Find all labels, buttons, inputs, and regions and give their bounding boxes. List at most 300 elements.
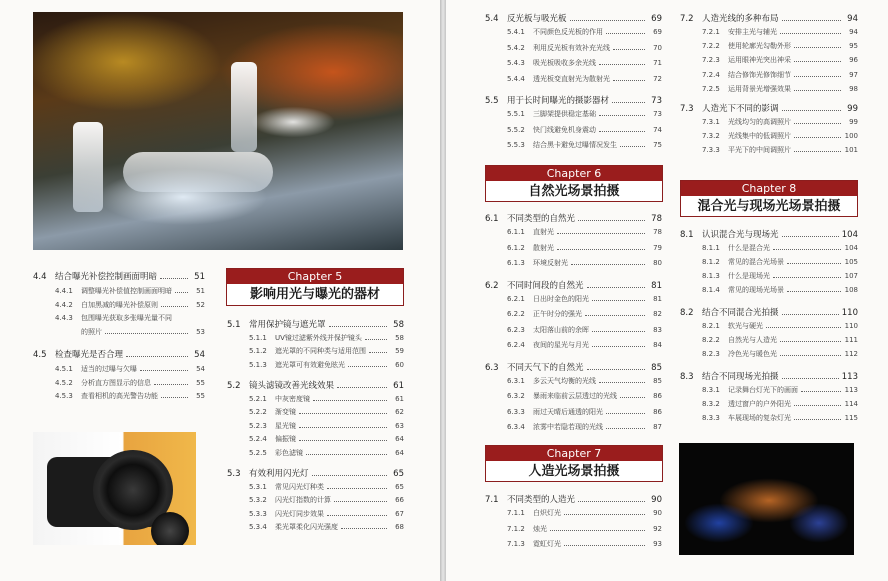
toc-page-number: 99: [847, 104, 858, 114]
toc-subsection-row: [249, 434, 404, 444]
toc-subsection-row: [702, 413, 858, 423]
toc-page-number: 75: [653, 141, 662, 149]
toc-page-number: 69: [651, 14, 662, 24]
toc-subsection-row: [55, 327, 205, 337]
toc-section-number: 6.2: [485, 280, 499, 291]
toc-subsection-title: 包围曝光获取多张曝光量不同: [81, 314, 172, 322]
toc-subsection-title: 多云天气均衡的光线: [533, 376, 596, 385]
toc-subsection-title: 散射光: [533, 243, 554, 252]
toc-subsection-number: 7.2.5: [702, 84, 720, 93]
toc-subsection-row: [702, 243, 858, 253]
toc-leader-dots: [606, 33, 645, 34]
toc-subsection-number: 5.2.2: [249, 408, 267, 416]
toc-subsection-title: 闪光灯指数的计算: [275, 496, 331, 504]
toc-subsection-row: [507, 309, 662, 319]
toc-section-number: 4.4: [33, 272, 47, 282]
toc-leader-dots: [334, 501, 387, 502]
toc-section-title: 人造光下不同的影调: [702, 104, 779, 114]
toc-section-row: [680, 228, 858, 240]
toc-page-number: 94: [849, 28, 858, 36]
toc-subsection-title: 透光板变直射光为散射光: [533, 74, 610, 83]
toc-subsection-row: [702, 271, 858, 281]
toc-section-title: 人造光线的多种布局: [702, 14, 779, 24]
toc-subsection-number: 5.3.4: [249, 523, 267, 531]
toc-leader-dots: [599, 64, 645, 65]
toc-section-row: [485, 279, 662, 291]
toc-page-number: 115: [844, 414, 858, 423]
toc-subsection-number: 7.2.4: [702, 70, 720, 79]
toc-section-title: 结合曝光补偿控制画面明暗: [55, 272, 158, 282]
toc-leader-dots: [154, 384, 188, 385]
toc-page-number: 79: [653, 243, 662, 252]
toc-subsection-title: 偏振镜: [275, 435, 296, 443]
toc-page-number: 51: [196, 287, 205, 295]
toc-section-row: [227, 318, 404, 330]
toc-subsection-title: 吸光板吸收多余光线: [533, 59, 596, 67]
toc-section-row: [680, 306, 858, 318]
toc-page-number: 64: [395, 448, 404, 457]
toc-subsection-number: 7.2.3: [702, 56, 720, 65]
toc-subsection-row: [55, 364, 205, 374]
toc-subsection-row: [249, 495, 404, 505]
toc-leader-dots: [571, 264, 645, 265]
toc-section-title: 结合不同现场光拍摄: [702, 372, 779, 383]
toc-section-title: 有效利用闪光灯: [249, 469, 309, 479]
toc-subsection-row: [702, 285, 858, 295]
toc-subsection-row: [249, 360, 404, 370]
toc-subsection-row: [507, 125, 662, 135]
toc-subsection-number: 4.5.2: [55, 378, 73, 387]
toc-subsection-number: 6.2.3: [507, 325, 525, 334]
toc-leader-dots: [299, 427, 387, 428]
toc-leader-dots: [620, 146, 645, 147]
toc-page-number: 73: [651, 96, 662, 106]
left-page: [0, 0, 440, 581]
toc-page-number: 95: [849, 42, 858, 51]
toc-leader-dots: [299, 440, 387, 441]
toc-subsection-number: 4.5.1: [55, 365, 73, 373]
toc-subsection-number: 6.1.1: [507, 228, 525, 236]
toc-leader-dots: [794, 47, 841, 48]
toc-section-title: 结合不同混合光拍摄: [702, 308, 779, 319]
toc-subsection-number: 7.3.1: [702, 118, 720, 126]
toc-page-number: 92: [653, 524, 662, 533]
toc-subsection-row: [55, 286, 205, 296]
toc-leader-dots: [550, 530, 645, 531]
toc-page-number: 62: [395, 408, 404, 416]
toc-subsection-number: 5.3.1: [249, 482, 267, 491]
toc-subsection-title: 透过窗户的户外阳光: [728, 400, 791, 409]
chapter-6-title: 自然光场景拍摄: [528, 184, 620, 199]
toc-section-row: [485, 212, 662, 224]
toc-subsection-row: [702, 145, 858, 155]
toc-page-number: 68: [395, 523, 404, 531]
toc-subsection-title: 快门线避免机身震动: [533, 125, 596, 134]
chapter-8-label: Chapter 8: [681, 181, 857, 196]
toc-subsection-row: [507, 109, 662, 119]
toc-subsection-number: 5.2.5: [249, 448, 267, 457]
toc-leader-dots: [613, 49, 645, 50]
toc-leader-dots: [773, 249, 841, 250]
toc-subsection-title: 使用轮廓光勾勒外形: [728, 42, 791, 51]
toc-subsection-row: [507, 58, 662, 68]
toc-subsection-number: 8.3.2: [702, 400, 720, 409]
toc-leader-dots: [801, 391, 841, 392]
toc-subsection-number: 5.3.3: [249, 509, 267, 518]
toc-subsection-number: 6.3.3: [507, 407, 525, 416]
toc-subsection-number: 8.2.1: [702, 321, 720, 330]
toc-section-title: 不同类型的人造光: [507, 495, 576, 505]
toc-page-number: 51: [194, 272, 205, 282]
toc-leader-dots: [587, 287, 645, 288]
toc-leader-dots: [327, 488, 387, 489]
toc-subsection-number: 4.4.3: [55, 314, 73, 322]
toc-subsection-title: 不同颜色反光板的作用: [533, 28, 603, 36]
toc-page-number: 83: [653, 325, 662, 334]
toc-leader-dots: [557, 249, 645, 250]
toc-page-number: 73: [653, 110, 662, 118]
toc-section-number: 8.1: [680, 230, 694, 240]
toc-subsection-number: 5.2.3: [249, 421, 267, 430]
toc-section-number: 8.2: [680, 308, 694, 319]
toc-section-number: 5.4: [485, 14, 499, 24]
toc-page-number: 65: [393, 469, 404, 479]
toc-leader-dots: [329, 326, 387, 327]
waterfall-photo: [33, 12, 403, 250]
toc-leader-dots: [787, 291, 841, 292]
toc-subsection-row: [702, 117, 858, 127]
toc-leader-dots: [341, 528, 387, 529]
toc-subsection-number: 7.1.1: [507, 509, 525, 517]
toc-section-row: [485, 94, 662, 106]
toc-subsection-row: [507, 140, 662, 150]
toc-subsection-row: [507, 407, 662, 417]
toc-page-number: 84: [653, 341, 662, 349]
toc-subsection-title: 常见的现场光场景: [728, 286, 784, 295]
toc-leader-dots: [794, 76, 841, 77]
toc-leader-dots: [787, 263, 841, 264]
toc-leader-dots: [175, 292, 188, 293]
toc-page-number: 99: [849, 118, 858, 126]
toc-page-number: 66: [395, 496, 404, 504]
toc-subsection-title: 环境反射光: [533, 259, 568, 267]
toc-page-number: 86: [653, 407, 662, 416]
toc-subsection-number: 8.1.1: [702, 243, 720, 252]
toc-section-number: 8.3: [680, 372, 694, 383]
toc-page-number: 54: [194, 350, 205, 360]
toc-page-number: 90: [651, 495, 662, 505]
chapter-8-banner: [680, 180, 858, 217]
toc-leader-dots: [578, 501, 645, 502]
toc-page-number: 82: [653, 310, 662, 318]
toc-page-number: 110: [841, 308, 858, 319]
toc-leader-dots: [794, 61, 841, 62]
toc-subsection-row: [702, 385, 858, 395]
toc-leader-dots: [606, 428, 645, 429]
toc-page-number: 64: [395, 435, 404, 443]
toc-subsection-title: 闪光灯同步效果: [275, 509, 324, 518]
toc-leader-dots: [564, 545, 645, 546]
toc-page-number: 113: [844, 385, 858, 394]
toc-section-title: 认识混合光与现场光: [702, 230, 779, 240]
toc-page-number: 93: [653, 540, 662, 548]
toc-leader-dots: [794, 419, 841, 420]
toc-subsection-title: 暴雨来临前云层透过的光线: [533, 392, 617, 400]
toc-subsection-number: 7.1.2: [507, 524, 525, 533]
toc-subsection-row: [702, 41, 858, 51]
toc-subsection-row: [55, 391, 205, 401]
toc-subsection-title: 太阳落山前的余晖: [533, 325, 589, 334]
toc-subsection-row: [702, 70, 858, 80]
right-page: [446, 0, 888, 581]
toc-subsection-number: 7.2.1: [702, 28, 720, 36]
toc-leader-dots: [782, 314, 839, 315]
toc-subsection-row: [702, 27, 858, 37]
toc-subsection-number: 6.2.1: [507, 294, 525, 303]
toc-subsection-title: 结合修饰光修饰细节: [728, 70, 791, 79]
toc-subsection-row: [507, 325, 662, 335]
toc-page-number: 90: [653, 509, 662, 517]
toc-page-number: 58: [395, 333, 404, 342]
toc-page-number: 70: [653, 43, 662, 52]
toc-section-number: 7.2: [680, 14, 694, 24]
toc-section-row: [33, 270, 205, 282]
toc-subsection-title: 白炽灯光: [533, 509, 561, 517]
toc-subsection-title: 中灰密度镜: [275, 394, 310, 403]
toc-page-number: 85: [653, 376, 662, 385]
toc-subsection-title: 三脚架提供稳定基础: [533, 110, 596, 118]
toc-leader-dots: [794, 151, 841, 152]
toc-page-number: 104: [844, 243, 858, 252]
toc-page-number: 67: [395, 509, 404, 518]
toc-leader-dots: [161, 397, 188, 398]
toc-leader-dots: [766, 327, 841, 328]
toc-page-number: 80: [653, 259, 662, 267]
toc-subsection-title: 渐变镜: [275, 408, 296, 416]
toc-subsection-number: 5.4.2: [507, 43, 525, 52]
chapter-8-title: 混合光与现场光场景拍摄: [697, 199, 841, 214]
toc-section-title: 常用保护镜与遮光罩: [249, 320, 326, 330]
toc-subsection-title: 什么是现场光: [728, 271, 770, 280]
toc-subsection-row: [507, 294, 662, 304]
toc-leader-dots: [782, 20, 841, 21]
toc-section-title: 不同类型的自然光: [507, 214, 576, 224]
toc-page-number: 69: [653, 28, 662, 36]
toc-subsection-row: [249, 448, 404, 458]
toc-subsection-row: [702, 131, 858, 141]
toc-page-number: 96: [849, 56, 858, 65]
toc-leader-dots: [794, 137, 841, 138]
chapter-7-title: 人造光场景拍摄: [528, 464, 620, 479]
toc-subsection-number: 5.1.1: [249, 333, 267, 342]
toc-leader-dots: [780, 341, 841, 342]
toc-subsection-title: 安排主光与辅光: [728, 28, 777, 36]
toc-page-number: 97: [849, 70, 858, 79]
toc-leader-dots: [578, 220, 645, 221]
toc-subsection-number: 4.5.3: [55, 392, 73, 400]
toc-subsection-number: 7.2.2: [702, 42, 720, 51]
toc-subsection-title: 冷色光与暖色光: [728, 350, 777, 359]
toc-page-number: 81: [653, 294, 662, 303]
toc-page-number: 78: [653, 228, 662, 236]
toc-leader-dots: [794, 405, 841, 406]
toc-section-row: [33, 348, 205, 360]
toc-subsection-number: 5.5.2: [507, 125, 525, 134]
toc-subsection-title: 软光与硬光: [728, 321, 763, 330]
toc-subsection-number: 5.3.2: [249, 496, 267, 504]
toc-subsection-row: [702, 55, 858, 65]
toc-leader-dots: [599, 382, 645, 383]
toc-page-number: 72: [653, 74, 662, 83]
toc-subsection-title: 彩色滤镜: [275, 448, 303, 457]
toc-subsection-title: 遮光罩可有效避免眩光: [275, 360, 345, 369]
toc-subsection-title: UV镜过滤紫外线并保护镜头: [275, 333, 362, 342]
toc-subsection-row: [702, 84, 858, 94]
toc-section-number: 5.5: [485, 96, 499, 106]
toc-subsection-title: 星光镜: [275, 421, 296, 430]
toc-page-number: 63: [395, 421, 404, 430]
toc-section-row: [227, 379, 404, 391]
toc-subsection-row: [702, 335, 858, 345]
toc-subsection-title: 正午时分的强光: [533, 310, 582, 318]
toc-leader-dots: [312, 475, 387, 476]
toc-leader-dots: [794, 123, 841, 124]
chapter-5-banner: [226, 268, 404, 306]
toc-leader-dots: [564, 514, 645, 515]
toc-page-number: 104: [841, 230, 858, 240]
toc-leader-dots: [782, 110, 841, 111]
toc-subsection-title: 调整曝光补偿值控制画面明暗: [81, 287, 172, 295]
toc-section-number: 5.2: [227, 381, 241, 391]
toc-subsection-number: 4.4.1: [55, 287, 73, 295]
toc-page-number: 111: [844, 336, 858, 344]
toc-subsection-title: 查看相机的高光警告功能: [81, 392, 158, 400]
toc-subsection-row: [507, 422, 662, 432]
toc-section-row: [680, 12, 858, 24]
toc-leader-dots: [585, 315, 645, 316]
toc-subsection-number: 7.1.3: [507, 540, 525, 548]
toc-leader-dots: [599, 131, 645, 132]
toc-subsection-title: 常见闪光灯种类: [275, 482, 324, 491]
toc-section-number: 7.3: [680, 104, 694, 114]
toc-subsection-title: 白加黑减的曝光补偿原则: [81, 300, 158, 309]
toc-section-number: 6.1: [485, 214, 499, 224]
toc-leader-dots: [612, 102, 645, 103]
toc-leader-dots: [365, 339, 387, 340]
toc-subsection-number: 5.4.3: [507, 59, 525, 67]
toc-subsection-number: 6.2.2: [507, 310, 525, 318]
toc-leader-dots: [587, 369, 645, 370]
toc-subsection-row: [507, 43, 662, 53]
chapter-5-title: 影响用光与曝光的器材: [249, 287, 380, 302]
toc-page-number: 105: [844, 257, 858, 266]
toc-section-number: 5.1: [227, 320, 241, 330]
toc-subsection-number: 8.1.4: [702, 286, 720, 295]
toc-subsection-row: [507, 340, 662, 350]
toc-subsection-number: 5.4.1: [507, 28, 525, 36]
toc-subsection-number: 8.3.3: [702, 414, 720, 423]
toc-subsection-title: 什么是混合光: [728, 243, 770, 252]
toc-subsection-number: 8.1.3: [702, 271, 720, 280]
toc-leader-dots: [782, 378, 839, 379]
toc-page-number: 55: [196, 392, 205, 400]
toc-subsection-title: 利用反光板有效补充光线: [533, 43, 610, 52]
toc-leader-dots: [570, 20, 645, 21]
chapter-5-label: Chapter 5: [227, 269, 403, 284]
toc-section-number: 7.1: [485, 495, 499, 505]
toc-subsection-row: [55, 300, 205, 310]
toc-subsection-title: 结合黑卡避免过曝情况发生: [533, 141, 617, 149]
toc-subsection-row: [249, 482, 404, 492]
toc-subsection-title: 日出时金色的阳光: [533, 294, 589, 303]
toc-leader-dots: [327, 515, 387, 516]
toc-page-number: 110: [844, 321, 858, 330]
toc-section-title: 检查曝光是否合理: [55, 350, 124, 360]
toc-page-number: 101: [844, 146, 858, 155]
toc-subsection-number: 5.1.3: [249, 360, 267, 369]
toc-subsection-title: 遮光罩的不同种类与适用范围: [275, 347, 366, 355]
toc-subsection-row: [55, 313, 205, 323]
toc-subsection-number: 4.4.2: [55, 300, 73, 309]
toc-leader-dots: [299, 413, 387, 414]
toc-section-number: 6.3: [485, 362, 499, 373]
toc-subsection-number: 8.2.2: [702, 336, 720, 344]
toc-subsection-title: 分析直方图显示的信息: [81, 378, 151, 387]
toc-leader-dots: [606, 413, 645, 414]
toc-leader-dots: [140, 370, 188, 371]
toc-leader-dots: [369, 352, 387, 353]
toc-section-title: 镜头滤镜改善光线效果: [249, 381, 335, 391]
toc-subsection-title: 自然光与人造光: [728, 336, 777, 344]
toc-page-number: 112: [844, 350, 858, 359]
toc-leader-dots: [592, 346, 645, 347]
toc-leader-dots: [780, 355, 841, 356]
toc-subsection-number: 6.1.3: [507, 259, 525, 267]
toc-section-row: [485, 12, 662, 24]
chapter-6-banner: [485, 165, 663, 202]
toc-page-number: 107: [844, 271, 858, 280]
toc-leader-dots: [592, 300, 645, 301]
toc-subsection-row: [702, 349, 858, 359]
toc-section-title: 不同天气下的自然光: [507, 362, 584, 373]
toc-subsection-title: 夜间的星光与月光: [533, 341, 589, 349]
toc-subsection-row: [702, 399, 858, 409]
toc-subsection-row: [249, 333, 404, 343]
toc-page-number: 85: [651, 362, 662, 373]
toc-subsection-title: 浓雾中若隐若现的光线: [533, 423, 603, 431]
toc-page-number: 98: [849, 84, 858, 93]
toc-subsection-title: 平光下的中间调照片: [728, 146, 791, 155]
toc-subsection-row: [507, 376, 662, 386]
toc-leader-dots: [337, 387, 387, 388]
toc-subsection-row: [55, 378, 205, 388]
toc-subsection-row: [507, 391, 662, 401]
toc-section-row: [485, 493, 662, 505]
toc-subsection-title: 车展现场的复杂灯光: [728, 414, 791, 423]
toc-section-row: [227, 467, 404, 479]
toc-subsection-number: 5.5.1: [507, 110, 525, 118]
toc-leader-dots: [160, 278, 188, 279]
toc-leader-dots: [348, 366, 387, 367]
toc-subsection-number: 8.1.2: [702, 257, 720, 266]
toc-subsection-title: 柔光罩柔化闪光强度: [275, 523, 338, 531]
toc-subsection-number: 5.4.4: [507, 74, 525, 83]
toc-page-number: 94: [847, 14, 858, 24]
toc-leader-dots: [794, 90, 841, 91]
toc-page-number: 52: [196, 300, 205, 309]
toc-subsection-number: 5.2.4: [249, 435, 267, 443]
toc-leader-dots: [126, 356, 188, 357]
